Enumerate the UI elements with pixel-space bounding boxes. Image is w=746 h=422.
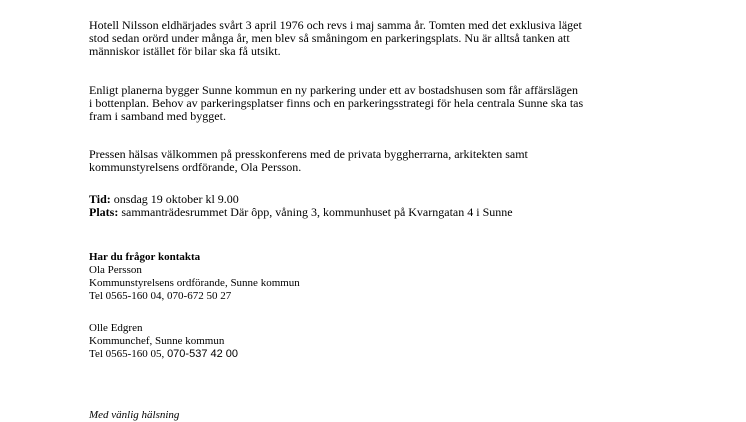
paragraph-3-line-2: kommunstyrelsens ordförande, Ola Persson.: [89, 160, 302, 174]
contact-heading: Har du frågor kontakta: [89, 251, 201, 263]
paragraph-2-line-2: i bottenplan. Behov av parkeringsplatser finns och en parkeringsstrategi för hela centrala Sunne ska tas: [89, 96, 584, 110]
paragraph-1-line-1: Hotell Nilsson eldhärjades svårt 3 april 1976 och revs i maj samma år. Tomten med det exklusiva läget: [89, 18, 582, 32]
contact-2-phone-part-b: 070-537 42 00: [167, 348, 239, 360]
paragraph-1-line-3: människor istället för bilar ska få utsikt.: [89, 44, 281, 58]
event-time-value: onsdag 19 oktober kl 9.00: [110, 192, 239, 206]
event-place-label: Plats:: [89, 205, 119, 219]
contact-2-title: Kommunchef, Sunne kommun: [89, 335, 225, 347]
contact-1-phone: Tel 0565-160 04, 070-672 50 27: [89, 290, 232, 302]
paragraph-3-line-1: Pressen hälsas välkommen på presskonferens med de privata byggherrarna, arkitekten samt: [89, 147, 528, 161]
contact-2-phone-part-a: Tel 0565-160 05,: [89, 348, 168, 360]
contact-2-phone: [89, 348, 238, 361]
paragraph-2-line-1: Enligt planerna bygger Sunne kommun en ny parkering under ett av bostadshusen som får affärslägen: [89, 83, 578, 97]
closing-greeting: Med vänlig hälsning: [89, 409, 180, 421]
event-place: [89, 206, 513, 219]
contact-2-name: Olle Edgren: [89, 322, 143, 334]
event-place-value: sammanträdesrummet Där ôpp, våning 3, kommunhuset på Kvarngatan 4 i Sunne: [118, 205, 513, 219]
contact-1-name: Ola Persson: [89, 264, 142, 276]
paragraph-1-line-2: stod sedan orörd under många år, men blev så småningom en parkeringsplats. Nu är alltså tanken att: [89, 31, 570, 45]
paragraph-2-line-3: fram i samband med bygget.: [89, 109, 226, 123]
contact-1-title: Kommunstyrelsens ordförande, Sunne kommun: [89, 277, 300, 289]
event-time-label: Tid:: [89, 192, 111, 206]
